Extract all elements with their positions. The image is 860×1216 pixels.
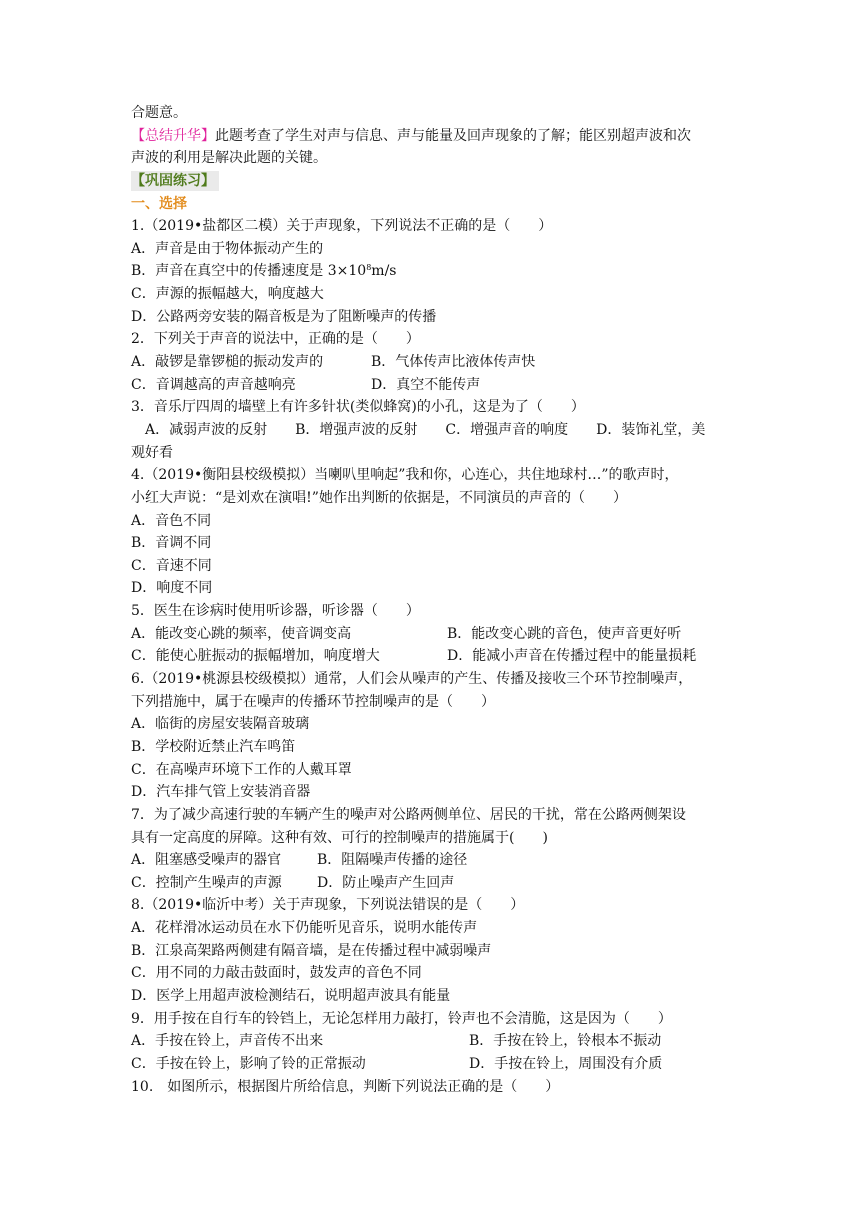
q2-options-row-1 — [131, 351, 751, 374]
q8-option-d: D．医学上用超声波检测结石，说明超声波具有能量 — [131, 987, 451, 1004]
q1-option-b-text: B．声音在真空中的传播速度是 3×10 — [131, 263, 367, 280]
q8-option-a: A．花样滑冰运动员在水下仍能听见音乐，说明水能传声 — [131, 920, 478, 937]
q5-stem: 5．医生在诊病时使用听诊器，听诊器（ ） — [131, 603, 420, 620]
subsection-title: 一、选择 — [131, 195, 187, 212]
q7-option-c: C．控制产生噪声的声源 — [131, 874, 282, 891]
intro-line-1: 合题意。 — [131, 105, 187, 121]
q3-options-cont: 观好看 — [131, 444, 173, 461]
q4-option-c: C．音速不同 — [131, 557, 212, 574]
q4-option-d: D．响度不同 — [131, 580, 213, 597]
q1-stem: 1.（2019•盐都区二模）关于声现象，下列说法不正确的是（ ） — [131, 218, 553, 235]
summary-text: 此题考查了学生对声与信息、声与能量及回声现象的了解；能区别超声波和次 — [215, 127, 691, 144]
q6-option-a: A．临街的房屋安装隔音玻璃 — [131, 716, 310, 733]
q6-option-d: D．汽车排气管上安装消音器 — [131, 784, 311, 801]
q4-stem-2: 小红大声说：“是刘欢在演唱!”她作出判断的依据是，不同演员的声音的（ ） — [131, 489, 627, 506]
q2-stem: 2．下列关于声音的说法中，正确的是（ ） — [131, 331, 420, 348]
q2-option-d: D．真空不能传声 — [371, 376, 481, 393]
q2-option-b: B．气体传声比液体传声快 — [371, 354, 536, 371]
q1-option-b-unit: m/s — [371, 263, 397, 280]
q7-options-row-1 — [131, 849, 751, 872]
q4-stem: 4.（2019•衡阳县校级模拟）当喇叭里响起”我和你，心连心，共住地球村…”的歌声时， — [131, 467, 679, 484]
q5-option-a: A．能改变心跳的频率，使音调变高 — [131, 625, 352, 642]
document-page — [131, 102, 751, 1098]
q7-stem: 7．为了减少高速行驶的车辆产生的噪声对公路两侧单位、居民的干扰，常在公路两侧架设 — [131, 806, 686, 823]
q5-option-d: D．能减小声音在传播过程中的能量损耗 — [447, 648, 697, 665]
q1-option-a: A．声音是由于物体振动产生的 — [131, 240, 324, 257]
q8-stem: 8.（2019•临沂中考）关于声现象，下列说法错误的是（ ） — [131, 897, 525, 914]
q5-options-row-2 — [131, 645, 751, 668]
q2-options-row-2 — [131, 374, 751, 397]
q3-options: A．减弱声波的反射 B．增强声波的反射 C．增强声音的响度 D．装饰礼堂，美 — [145, 421, 706, 438]
q6-stem-2: 下列措施中，属于在噪声的传播环节控制噪声的是（ ） — [131, 693, 495, 710]
q5-option-b: B．能改变心跳的音色，使声音更好听 — [447, 625, 682, 642]
q7-options-row-2 — [131, 872, 751, 895]
q9-option-c: C．手按在铃上，影响了铃的正常振动 — [131, 1055, 366, 1072]
q8-option-b: B．江泉高架路两侧建有隔音墙，是在传播过程中减弱噪声 — [131, 942, 492, 959]
q4-option-b: B．音调不同 — [131, 535, 212, 552]
summary-line — [131, 125, 751, 148]
q9-option-d: D．手按在铃上，周围没有介质 — [469, 1055, 663, 1072]
q7-option-d: D．防止噪声产生回声 — [317, 874, 455, 891]
q1-option-d: D．公路两旁安装的隔音板是为了阻断噪声的传播 — [131, 308, 437, 325]
q1-option-b — [131, 260, 751, 283]
section-header-row — [131, 170, 751, 193]
q5-options-row-1 — [131, 623, 751, 646]
q9-option-b: B．手按在铃上，铃根本不振动 — [469, 1033, 662, 1050]
q9-options-row-1 — [131, 1030, 751, 1053]
summary-label: 【总结升华】 — [131, 127, 215, 144]
q6-option-b: B．学校附近禁止汽车鸣笛 — [131, 738, 296, 755]
section-header: 【巩固练习】 — [131, 171, 219, 191]
q3-stem: 3．音乐厅四周的墙壁上有许多针状(类似蜂窝)的小孔，这是为了（ ） — [131, 399, 585, 416]
q4-option-a: A．音色不同 — [131, 512, 212, 529]
q9-option-a: A．手按在铃上，声音传不出来 — [131, 1033, 324, 1050]
q7-stem-2: 具有一定高度的屏障。这种有效、可行的控制噪声的措施属于( ) — [131, 829, 548, 846]
q1-option-b-exponent: 8 — [366, 263, 372, 273]
q7-option-a: A．阻塞感受噪声的器官 — [131, 852, 282, 869]
q2-option-a: A．敲锣是靠锣槌的振动发声的 — [131, 354, 324, 371]
q6-option-c: C．在高噪声环境下工作的人戴耳罩 — [131, 761, 352, 778]
q2-option-c: C．音调越高的声音越响亮 — [131, 376, 296, 393]
intro-line-3: 声波的利用是解决此题的关键。 — [131, 150, 327, 167]
q9-options-row-2 — [131, 1053, 751, 1076]
q10-stem: 10. 如图所示，根据图片所给信息，判断下列说法正确的是（ ） — [131, 1078, 560, 1095]
q6-stem: 6.（2019•桃源县校级模拟）通常，人们会从噪声的产生、传播及接收三个环节控制噪声， — [131, 671, 693, 688]
q8-option-c: C．用不同的力敲击鼓面时，鼓发声的音色不同 — [131, 965, 422, 982]
q7-option-b: B．阻隔噪声传播的途径 — [317, 852, 468, 869]
q9-stem: 9．用手按在自行车的铃铛上，无论怎样用力敲打，铃声也不会清脆，这是因为（ ） — [131, 1010, 672, 1027]
q1-option-c: C．声源的振幅越大，响度越大 — [131, 286, 324, 303]
q5-option-c: C．能使心脏振动的振幅增加，响度增大 — [131, 648, 380, 665]
